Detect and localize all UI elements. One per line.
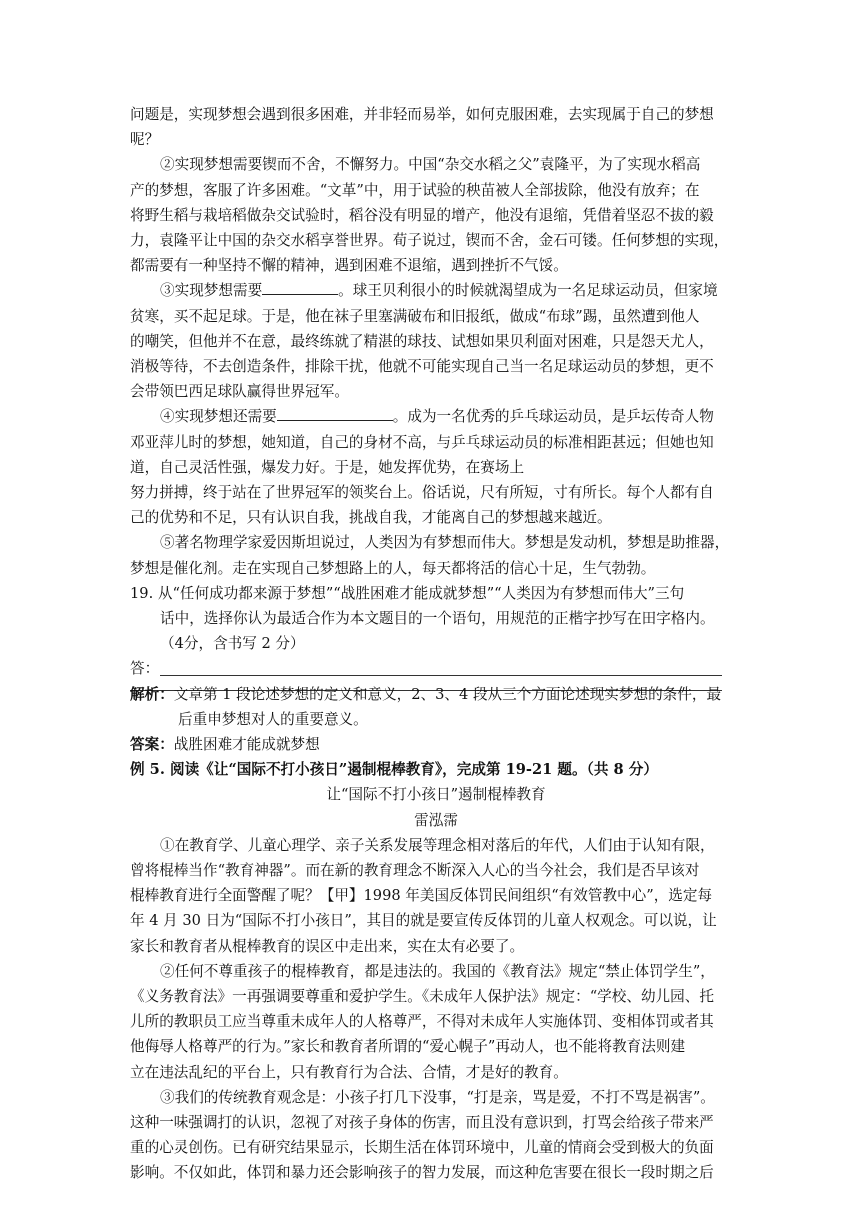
text-line: 立在违法乱纪的平台上，只有教育行为合法、合情，才是好的教育。: [130, 1063, 568, 1081]
text-line: 儿所的教职员工应当尊重未成年人的人格尊严，不得对未成年人实施体罚、变相体罚或者其: [130, 1013, 714, 1031]
text-line: 己的优势和不足，只有认识自我，挑战自我，才能离自己的梦想越来越近。: [130, 509, 612, 527]
text-line: 年 4 月 30 日为“国际不打小孩日”，其目的就是要宣传反体罚的儿童人权观念。可以说，让: [130, 912, 717, 930]
text-segment: ③实现梦想需要: [160, 282, 263, 300]
text-line: 会带领巴西足球队赢得世界冠军。: [130, 383, 349, 401]
text-line: 家长和教育者从棍棒教育的误区中走出来，实在太有必要了。: [130, 937, 525, 955]
text-line: （4分，含书写 2 分）: [160, 635, 305, 653]
article-paragraph-2: ②任何不尊重孩子的棍棒教育，都是违法的。我国的《教育法》规定“禁止体罚学生”，: [160, 962, 715, 980]
text-line: 贫寒，买不起足球。于是，他在袜子里塞满破布和旧报纸，做成“布球”踢，虽然遭到他人: [130, 307, 700, 325]
text-line: 道，自己灵活性强，爆发力好。于是，她发挥优势，在赛场上: [130, 458, 525, 476]
paragraph-4: [160, 404, 742, 430]
text-segment: 。球王贝利很小的时候就渴望成为一名足球运动员，但家境: [338, 282, 718, 300]
article-paragraph-1: ①在教育学、儿童心理学、亲子关系发展等理念相对落后的年代，人们由于认知有限，: [160, 836, 715, 854]
paragraph-3: [160, 278, 742, 304]
text-line: 的嘲笑，但他并不在意，最终练就了精湛的球技、试想如果贝利面对困难，只是怨天尤人，: [130, 332, 714, 350]
text-line: 邓亚萍儿时的梦想，她知道，自己的身材不高，与乒乓球运动员的标准相距甚远；但她也知: [130, 433, 714, 451]
answer-input-line[interactable]: [160, 675, 722, 676]
text-line: 后重申梦想对人的重要意义。: [178, 710, 368, 728]
text-segment: 。成为一名优秀的乒乓球运动员，是乒坛传奇人物: [392, 408, 714, 426]
analysis: [130, 682, 742, 708]
text-line: 努力拼搏，终于站在了世界冠军的领奖台上。俗话说，尺有所短，寸有所长。每个人都有自: [130, 484, 714, 501]
text-line: 梦想是催化剂。走在实现自己梦想路上的人，每天都将活的信心十足，生气勃勃。: [130, 559, 656, 577]
text-line: 棍棒教育进行全面警醒了呢？【甲】1998 年美国反体罚民间组织“有效管教中心”，选定每: [130, 887, 713, 905]
paragraph-5: ⑤著名物理学家爱因斯坦说过，人类因为有梦想而伟大。梦想是发动机，梦想是助推器，: [160, 534, 730, 552]
analysis-label: 解析：: [130, 685, 174, 703]
example-5-heading: 例 5. 阅读《让“国际不打小孩日”遏制棍棒教育》，完成第 19-21 题。（共 8 分）: [130, 761, 658, 779]
paragraph-2: ②实现梦想需要锲而不舍，不懈努力。中国“杂交水稻之父”袁隆平，为了实现水稻高: [160, 156, 701, 174]
fill-blank-1[interactable]: [262, 280, 338, 295]
text-line: 他侮辱人格尊严的行为。”家长和教育者所谓的“爱心幌子”再动人，也不能将教育法则建: [130, 1038, 686, 1056]
text-line: 话中，选择你认为最适合作为本文题目的一个语句，用规范的正楷字抄写在田字格内。: [160, 610, 715, 627]
text-line: 都需要有一种坚持不懈的精神，遇到困难不退缩，遇到挫折不气馁。: [130, 257, 568, 275]
answer-label: 答：: [130, 660, 160, 678]
text-line: 产的梦想，客服了许多困难。“文革”中，用于试验的秧苗被人全部拔除，他没有放弃；在: [130, 181, 700, 199]
text-line: 这种一味强调打的认识，忽视了对孩子身体的伤害，而且没有意识到，打骂会给孩子带来严: [130, 1114, 714, 1131]
text-line: 《义务教育法》一再强调要尊重和爱护学生。《未成年人保护法》规定：“学校、幼儿园、托: [130, 988, 714, 1005]
article-paragraph-3: ③我们的传统教育观念是：小孩子打几下没事，“打是亲，骂是爱，不打不骂是祸害”。: [160, 1088, 715, 1106]
answer-key: [130, 732, 742, 758]
text-line: 将野生稻与栽培稻做杂交试验时，稻谷没有明显的增产，他没有退缩，凭借着坚忍不拔的毅: [130, 206, 714, 224]
text-line: 影响。不仅如此，体罚和暴力还会影响孩子的智力发展，而这种危害要在很长一段时期之后: [130, 1164, 714, 1182]
text-segment: ④实现梦想还需要: [160, 408, 277, 426]
text-line: 力，袁隆平让中国的杂交水稻享誉世界。荀子说过，锲而不舍，金石可镂。任何梦想的实现，: [130, 232, 729, 249]
question-19: 19. 从“任何成功都来源于梦想”“战胜困难才能成就梦想”“人类因为有梦想而伟大”三句: [130, 584, 685, 602]
analysis-text: 文章第 1 段论述梦想的定义和意义，2、3、4 段从三个方面论述现实梦想的条件，最: [173, 685, 722, 703]
answer-key-text: 战胜困难才能成就梦想: [173, 736, 320, 753]
text-line: 曾将棍棒当作“教育神器”。而在新的教育理念不断深入人心的当今社会，我们是否早该对: [130, 862, 700, 879]
article-title: 让“国际不打小孩日”遏制棍棒教育: [326, 786, 546, 804]
article-author: 雷泓霈: [414, 811, 458, 829]
text-line: 问题是，实现梦想会遇到很多困难，并非轻而易举，如何克服困难，去实现属于自己的梦想: [130, 106, 714, 123]
text-line: 消极等待，不去创造条件，排除干扰，他就不可能实现自己当一名足球运动员的梦想，更不: [130, 358, 714, 375]
answer-key-label: 答案：: [130, 736, 174, 753]
fill-blank-2[interactable]: [277, 406, 393, 421]
text-line: 呢？: [130, 131, 160, 149]
text-line: 重的心灵创伤。已有研究结果显示，长期生活在体罚环境中，儿童的情商会受到极大的负面: [130, 1139, 714, 1157]
